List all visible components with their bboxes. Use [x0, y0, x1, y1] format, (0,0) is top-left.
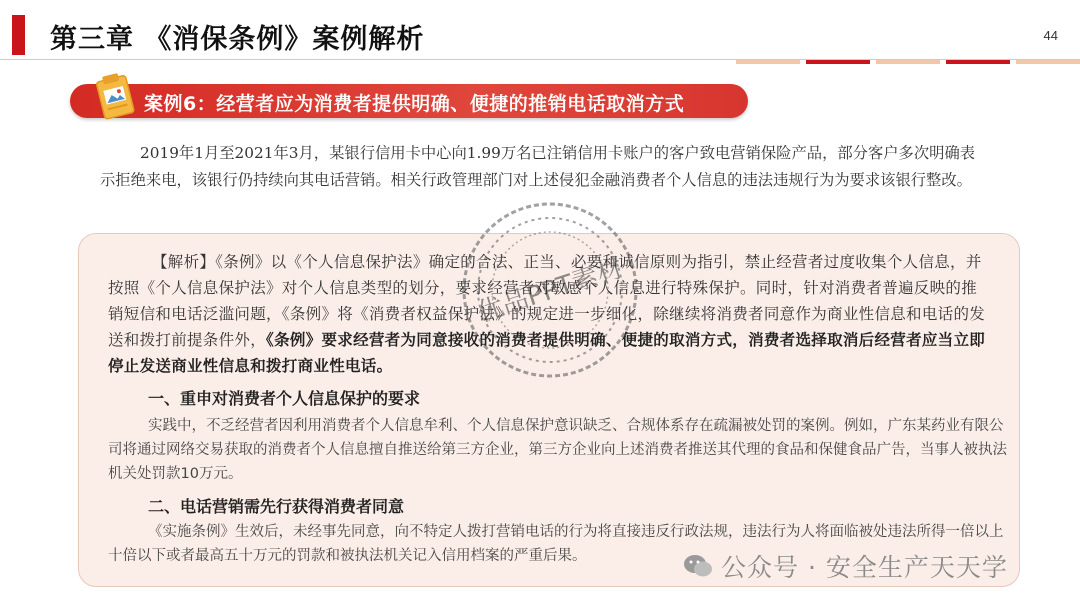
- watermark-text: 公众号 · 安全生产天天学: [721, 553, 1008, 582]
- wechat-watermark: [683, 548, 1008, 584]
- wechat-icon: [683, 552, 713, 580]
- stripe: [1016, 60, 1080, 64]
- page-title: 第三章 《消保条例》案例解析: [50, 24, 425, 55]
- section2-text: 《实施条例》生效后，未经事先同意，向不特定人拨打营销电话的行为将直接违反行政法规，违法行为人将面临被处违法所得一倍以上十倍以下或者最高五十万元的罚款和被执法机关记入信用档案的严重后果。: [108, 524, 1004, 564]
- case-file-icon: [92, 70, 140, 122]
- section1-title: 一、重申对消费者个人信息保护的要求: [148, 389, 421, 408]
- section1-text: 实践中，不乏经营者因利用消费者个人信息牟利、个人信息保护意识缺乏、合规体系存在疏漏被处罚的案例。例如，广东某药业有限公司将通过网络交易获取的消费者个人信息擅自推送给第三方企业，第三方企业向上述消费者推送其代理的食品和保健食品广告，当事人被执法机关处罚款10万元。: [108, 418, 1007, 482]
- title-bar: [0, 0, 1080, 62]
- case-title: 案例6：经营者应为消费者提供明确、便捷的推销电话取消方式: [144, 93, 685, 115]
- stripe: [736, 60, 800, 64]
- analysis-emphasis: 《条例》要求经营者为同意接收的消费者提供明确、便捷的取消方式，消费者选择取消后经营者应当立即停止发送商业性信息和拨打商业性电话。: [108, 331, 986, 375]
- decorative-stripes: [736, 60, 1080, 64]
- stripe: [946, 60, 1010, 64]
- stamp-text: 优品PPT素材: [473, 253, 627, 329]
- title-accent-bar: [12, 15, 25, 55]
- analysis-paragraph: [108, 249, 988, 379]
- section2-title: 二、电话营销需先行获得消费者同意: [148, 497, 405, 516]
- stripe: [876, 60, 940, 64]
- analysis-lead: 【解析】《条例》以《个人信息保护法》确定的合法、正当、必要和诚信原则为指引，禁止经营者过度收集个人信息，并按照《个人信息保护法》对个人信息类型的划分，要求经营者对敏感个人信息进行特殊保护。同时，针对消费者普遍反映的推销短信和电话泛滥问题，《条例》将《消费者权益保护法》的规定进一步细化，除继续将消费者同意作为商业性信息和电话的发送和拨打前提条件外，: [108, 253, 986, 349]
- case-intro: 2019年1月至2021年3月，某银行信用卡中心向1.99万名已注销信用卡账户的客户致电营销保险产品，部分客户多次明确表示拒绝来电，该银行仍持续向其电话营销。相关行政管理部门对上述侵犯金融消费者个人信息的违法违规行为为要求该银行整改。: [100, 144, 976, 189]
- page-number: 44: [1043, 28, 1058, 43]
- stripe: [806, 60, 870, 64]
